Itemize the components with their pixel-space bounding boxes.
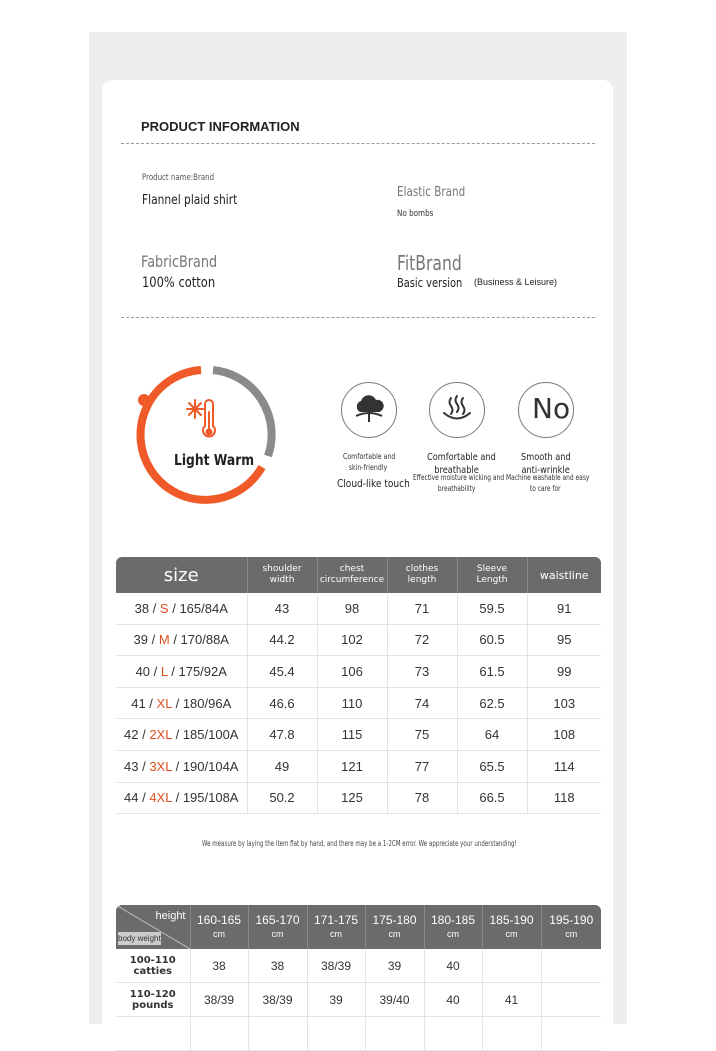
feature-2-title: Comfortable and breathable [427, 452, 496, 476]
product-info-card [102, 80, 613, 1024]
size-spec: / 180/96A [175, 695, 232, 711]
size-cell [116, 656, 247, 688]
size-row [116, 782, 601, 814]
size-recommendation-cell: 41 [482, 983, 541, 1017]
measure-cell: 102 [317, 624, 387, 656]
product-name-label: Product name:Brand [142, 173, 215, 183]
measure-cell: 110 [317, 687, 387, 719]
measure-cell: 61.5 [457, 656, 527, 688]
measure-cell: 118 [527, 782, 601, 814]
height-header [190, 905, 248, 949]
no-icon: No [532, 392, 571, 425]
size-spec: / 165/84A [172, 600, 228, 616]
measure-cell: 59.5 [457, 593, 527, 624]
size-cell [116, 782, 247, 814]
weight-row-partial [116, 1017, 601, 1051]
measure-cell: 45.4 [247, 656, 317, 688]
measure-cell: 125 [317, 782, 387, 814]
size-row [116, 656, 601, 688]
size-chart-table [116, 557, 601, 814]
feature-1-small: Comfortable and skin-friendly [343, 452, 396, 472]
weight-row [116, 949, 601, 983]
fabric-label: FabricBrand [141, 252, 218, 271]
size-num: 43 / [124, 758, 146, 774]
weight-row [116, 983, 601, 1017]
size-recommendation-cell [541, 949, 601, 983]
corner-height: height [155, 910, 186, 922]
elastic-value: No bombs [397, 209, 434, 219]
size-row [116, 719, 601, 751]
header-shoulder-width: shoulder width [247, 557, 317, 593]
fit-value: Basic version [397, 276, 463, 290]
size-row [116, 687, 601, 719]
size-spec: / 190/104A [175, 758, 239, 774]
height-range: 165-170 [255, 912, 300, 927]
size-spec: / 175/92A [171, 663, 227, 679]
height-unit: cm [271, 928, 284, 939]
size-recommendation-cell: 38 [248, 949, 307, 983]
measure-cell: 74 [387, 687, 457, 719]
header-sleeve-length: Sleeve Length [457, 557, 527, 593]
size-num: 42 / [124, 727, 146, 743]
fit-note: (Business & Leisure) [474, 277, 558, 287]
height-header [307, 905, 365, 949]
measure-cell: 77 [387, 750, 457, 782]
size-num: 40 / [135, 663, 158, 679]
gauge-track [213, 370, 272, 456]
height-header [248, 905, 307, 949]
size-spec: / 185/100A [175, 727, 239, 743]
measure-cell: 73 [387, 656, 457, 688]
empty-cell [365, 1017, 424, 1051]
height-header [365, 905, 424, 949]
height-header [541, 905, 601, 949]
size-letter: L [160, 663, 168, 679]
height-range: 195-190 [549, 912, 594, 927]
feature-1-title: Cloud-like touch [337, 477, 410, 490]
height-range: 185-190 [489, 912, 534, 927]
height-range: 175-180 [372, 912, 417, 927]
corner-body-weight: body weight [118, 934, 161, 943]
empty-cell [248, 1017, 307, 1051]
measure-cell: 106 [317, 656, 387, 688]
height-range: 180-185 [430, 912, 476, 927]
product-name-value: Flannel plaid shirt [142, 193, 238, 208]
size-row [116, 593, 601, 624]
feature-3-title: Smooth and anti-wrinkle [521, 452, 571, 476]
height-range: 160-165 [196, 912, 242, 927]
size-table-header [116, 557, 601, 593]
section-title: PRODUCT INFORMATION [141, 119, 300, 134]
header-waistline: waistline [527, 557, 601, 593]
measure-note: We measure by laying the item flat by hand, and there may be a 1-2CM error. We appreciate your understanding! [202, 839, 517, 848]
size-cell [116, 750, 247, 782]
measure-cell: 99 [527, 656, 601, 688]
measure-cell: 60.5 [457, 624, 527, 656]
header-clothes-length: clothes length [387, 557, 457, 593]
size-recommendation-cell: 38/39 [190, 983, 248, 1017]
height-unit: cm [388, 928, 401, 939]
measure-cell: 64 [457, 719, 527, 751]
measure-cell: 103 [527, 687, 601, 719]
measure-cell: 95 [527, 624, 601, 656]
size-recommendation-cell: 39 [307, 983, 365, 1017]
divider-top [121, 143, 595, 144]
divider-bottom [121, 317, 595, 318]
size-num: 38 / [134, 600, 157, 616]
size-recommendation-cell: 38 [190, 949, 248, 983]
size-letter: M [158, 632, 170, 648]
size-cell [116, 593, 247, 624]
size-recommendation-cell: 40 [424, 983, 482, 1017]
empty-cell [190, 1017, 248, 1051]
measure-cell: 114 [527, 750, 601, 782]
measure-cell: 43 [247, 593, 317, 624]
size-letter: 4XL [149, 790, 172, 806]
elastic-label: Elastic Brand [397, 185, 466, 200]
measure-cell: 65.5 [457, 750, 527, 782]
measure-cell: 91 [527, 593, 601, 624]
height-weight-table [116, 905, 601, 1051]
measure-cell: 46.6 [247, 687, 317, 719]
empty-cell [307, 1017, 365, 1051]
size-cell [116, 624, 247, 656]
size-row [116, 750, 601, 782]
fit-label: FitBrand [397, 251, 462, 275]
measure-cell: 75 [387, 719, 457, 751]
height-header [424, 905, 482, 949]
cloud-icon [352, 394, 386, 424]
steam-bowl-icon [441, 394, 473, 424]
height-unit: cm [213, 928, 225, 939]
feature-3-small: Machine washable and easy to care for [506, 473, 590, 493]
weight-row-label: 100-110 catties [116, 949, 190, 983]
size-recommendation-cell [541, 983, 601, 1017]
size-spec: / 195/108A [175, 790, 239, 806]
measure-cell: 71 [387, 593, 457, 624]
empty-cell [482, 1017, 541, 1051]
size-num: 41 / [131, 695, 153, 711]
height-range: 171-175 [313, 912, 359, 927]
thermometer-snowflake-icon [186, 398, 220, 442]
height-header-row [116, 905, 601, 949]
size-recommendation-cell: 39/40 [365, 983, 424, 1017]
height-unit: cm [447, 928, 459, 939]
header-size: size [116, 557, 247, 593]
measure-cell: 44.2 [247, 624, 317, 656]
size-recommendation-cell: 38/39 [248, 983, 307, 1017]
size-spec: / 170/88A [173, 632, 229, 648]
measure-cell: 72 [387, 624, 457, 656]
size-num: 44 / [124, 790, 146, 806]
measure-cell: 108 [527, 719, 601, 751]
weight-row-label: 110-120 pounds [116, 983, 190, 1017]
height-unit: cm [565, 928, 578, 939]
measure-cell: 115 [317, 719, 387, 751]
size-row [116, 624, 601, 656]
measure-cell: 49 [247, 750, 317, 782]
feature-2-small: Effective moisture wicking and breathability [413, 473, 505, 493]
measure-cell: 66.5 [457, 782, 527, 814]
measure-cell: 47.8 [247, 719, 317, 751]
measure-cell: 98 [317, 593, 387, 624]
size-recommendation-cell [482, 949, 541, 983]
height-unit: cm [330, 928, 342, 939]
size-num: 39 / [133, 632, 156, 648]
empty-cell [424, 1017, 482, 1051]
size-cell [116, 719, 247, 751]
height-unit: cm [505, 928, 518, 939]
header-chest: chest circumference [317, 557, 387, 593]
size-letter: XL [156, 695, 172, 711]
measure-cell: 121 [317, 750, 387, 782]
size-letter: S [159, 600, 169, 616]
header-corner [116, 905, 190, 949]
size-cell [116, 687, 247, 719]
size-recommendation-cell: 40 [424, 949, 482, 983]
empty-cell [541, 1017, 601, 1051]
size-recommendation-cell: 39 [365, 949, 424, 983]
empty-cell [116, 1017, 190, 1051]
fabric-value: 100% cotton [142, 275, 216, 291]
gauge-dot [138, 394, 150, 406]
height-header [482, 905, 541, 949]
measure-cell: 78 [387, 782, 457, 814]
measure-cell: 50.2 [247, 782, 317, 814]
size-letter: 3XL [149, 758, 172, 774]
measure-cell: 62.5 [457, 687, 527, 719]
size-recommendation-cell: 38/39 [307, 949, 365, 983]
size-letter: 2XL [149, 727, 172, 743]
warmth-label: Light Warm [174, 451, 255, 469]
